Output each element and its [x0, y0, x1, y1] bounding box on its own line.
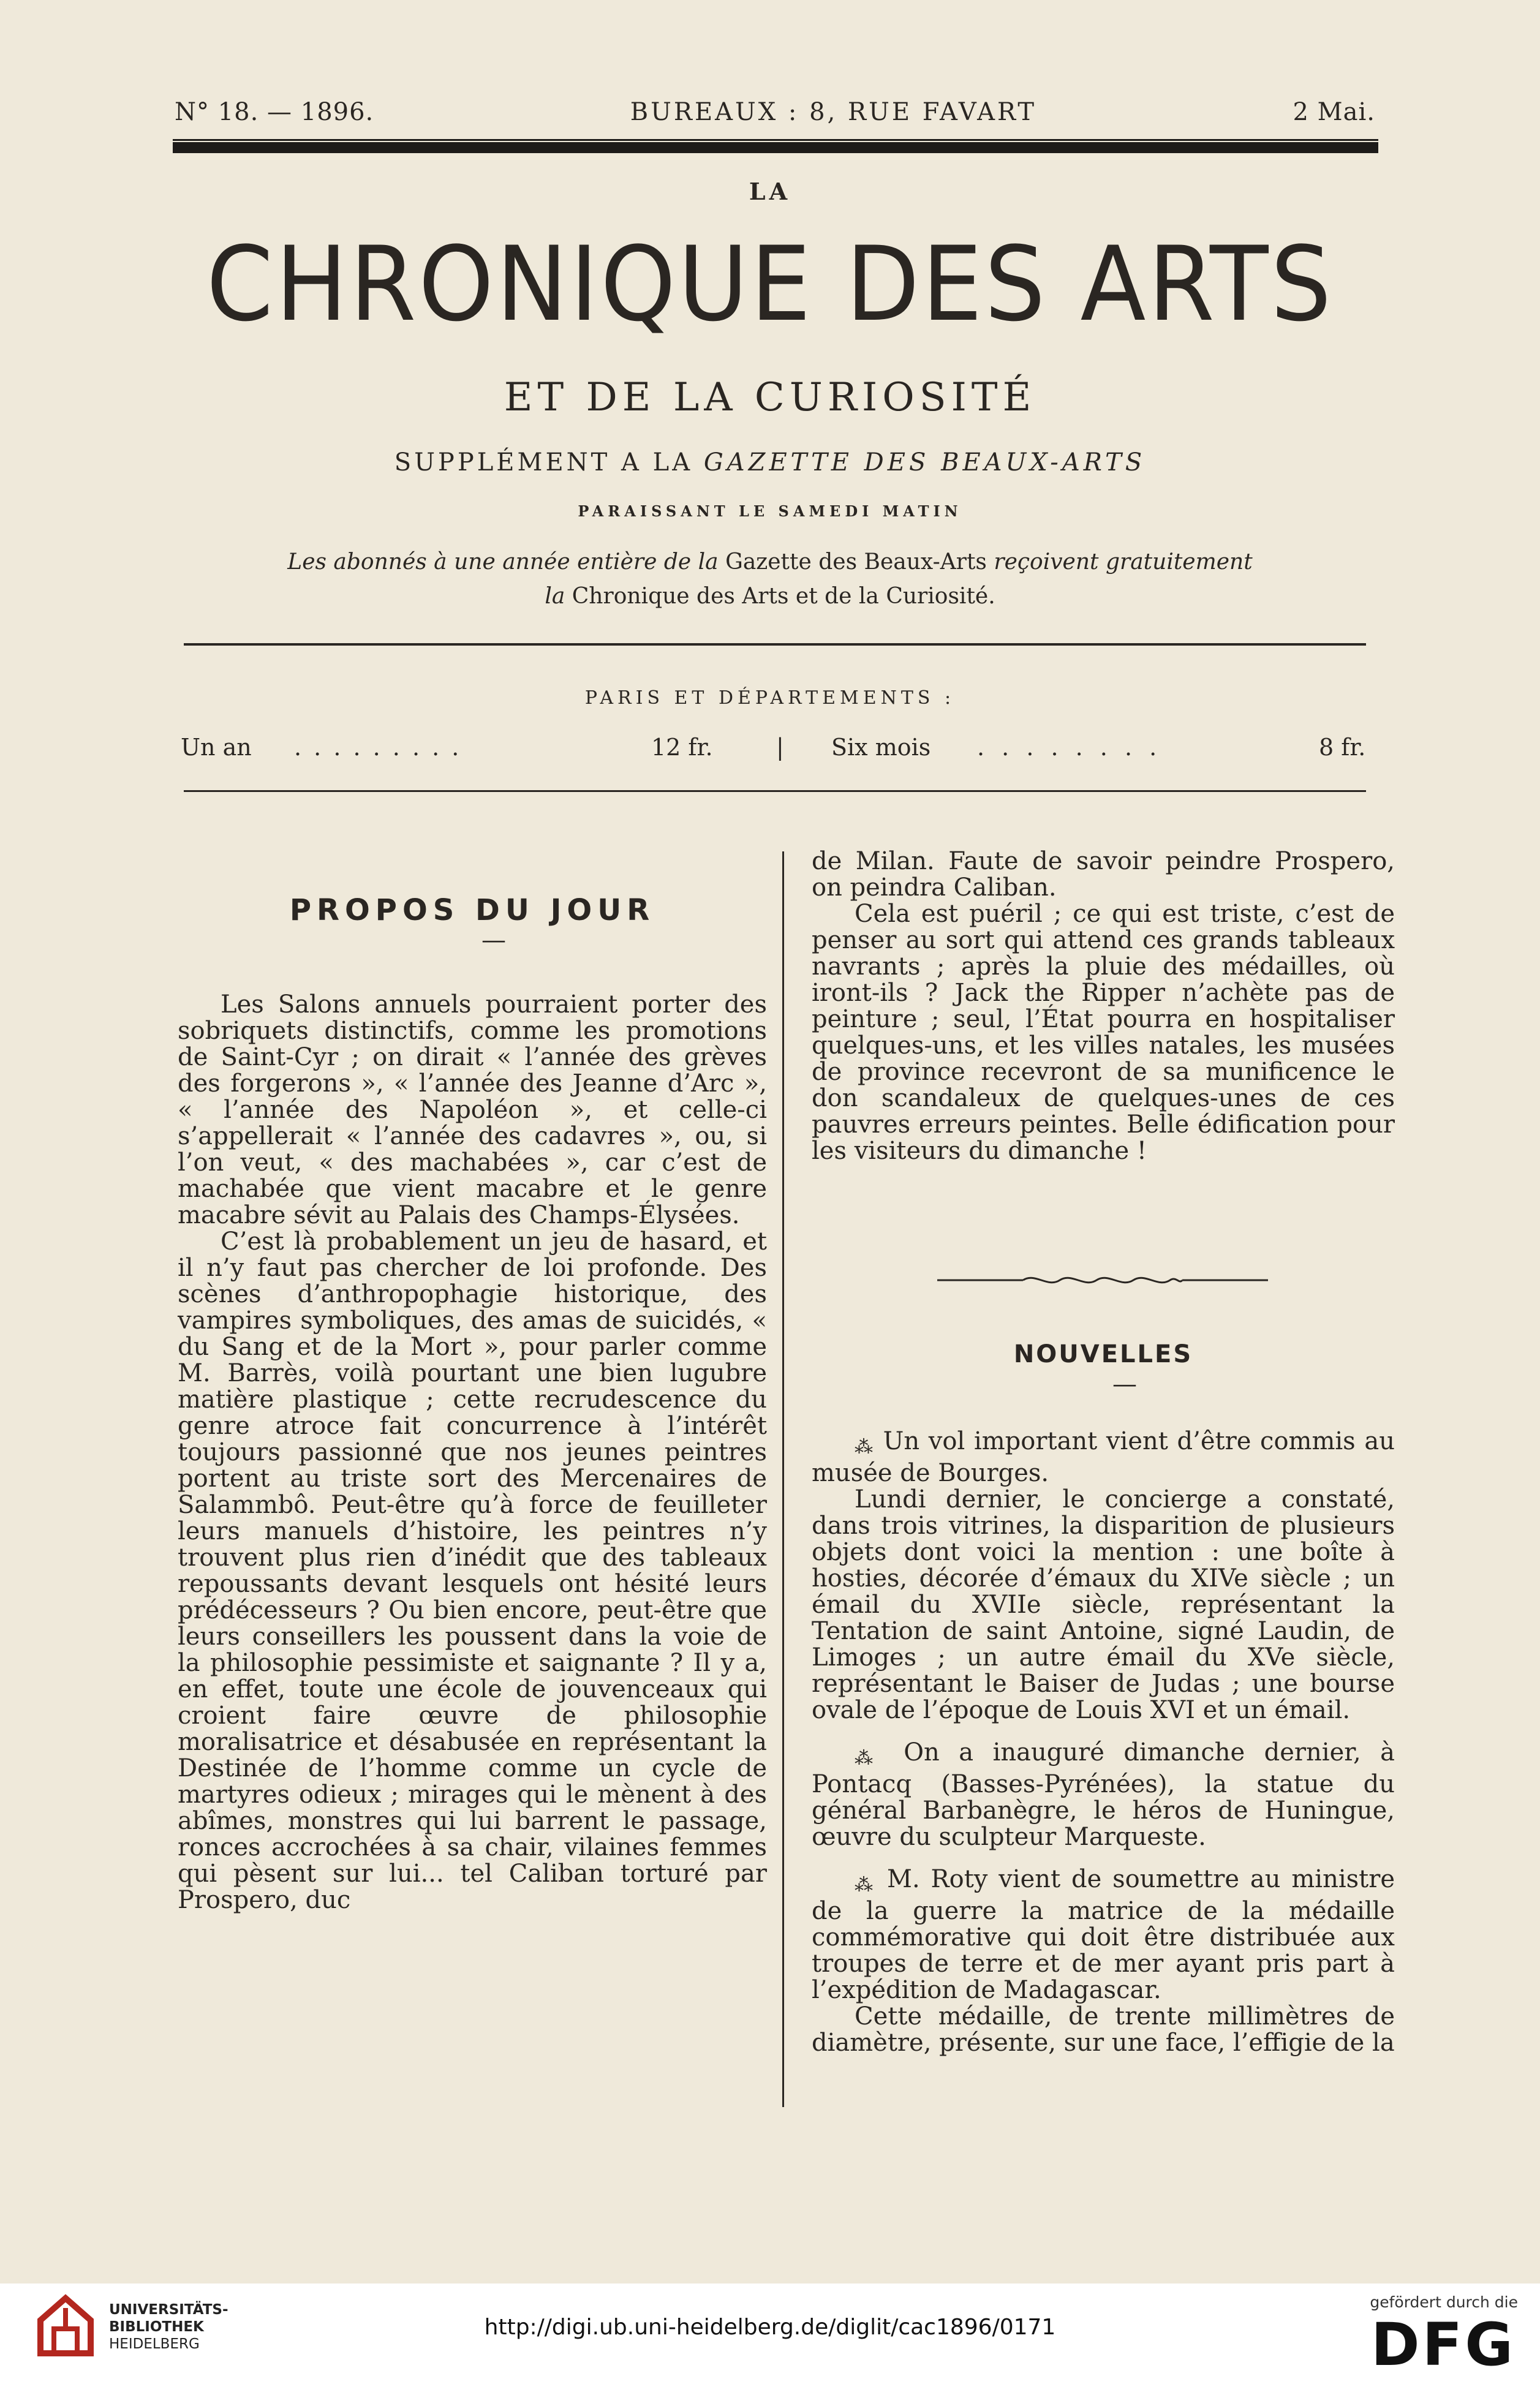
digital-library-url[interactable]: http://digi.ub.uni-heidelberg.de/diglit/cac1896/0171 — [484, 2315, 1056, 2340]
uni-line-3: HEIDELBERG — [109, 2336, 200, 2352]
six-months-price: 8 fr. — [1319, 734, 1366, 761]
continuation-paragraph-1: de Milan. Faute de savoir peindre Prospero, on peindra Caliban. — [812, 847, 1395, 902]
rule-masthead — [184, 643, 1366, 646]
section-title-propos: PROPOS DU JOUR — [289, 893, 655, 927]
header-rule-thick — [173, 142, 1378, 153]
news-item-2: On a inauguré dimanche dernier, à Pontacq (Basses-Pyrénées), la statue du général Barbanègre, le héros de Huningue, œuvre du sculpteur Marqueste. — [812, 1738, 1395, 1851]
issue-date: 2 Mai. — [1293, 98, 1375, 126]
issue-number: N° 18. — 1896. — [175, 98, 374, 126]
supplement-prefix: SUPPLÉMENT A LA — [394, 448, 693, 477]
masthead-article: LA — [749, 178, 791, 205]
section-title-nouvelles: NOUVELLES — [1013, 1340, 1193, 1368]
subscriber-notice — [0, 545, 1540, 614]
header-line — [175, 98, 1375, 126]
masthead-subtitle: ET DE LA CURIOSITÉ — [504, 375, 1036, 420]
year-label: Un an — [181, 734, 252, 761]
six-months-dots: . . . . . . . . — [977, 734, 1162, 761]
supplement-gazette: GAZETTE DES BEAUX-ARTS — [703, 448, 1146, 477]
abonnes-roman-1: Gazette des Beaux-Arts — [725, 549, 987, 575]
header-rule-thin — [173, 139, 1378, 141]
article-paragraph-1: Les Salons annuels pourraient porter des sobriquets distinctifs, comme les promotions de Saint-Cyr ; on dirait « l’année des grèves des forgerons », « l’année des Jeanne d’Arc », « l’année des Napoléon », et celle-ci s’appellerait « l’année des cadavres », ou, si l’on veut, « des machabées », car c’est de machabée que vient macabre et le genre macabre sévit au Palais des Champs-Élysées. — [178, 990, 767, 1229]
abonnes-italic-1: Les abonnés à une année entière de la — [287, 549, 719, 575]
supplement-line — [0, 448, 1540, 477]
six-months-label: Six mois — [831, 734, 931, 761]
abonnes-italic-3: la — [545, 584, 565, 609]
news-item-3-detail: Cette médaille, de trente millimètres de diamètre, présente, sur une face, l’effigie de la — [812, 2002, 1395, 2057]
uni-line-1: UNIVERSITÄTS- — [109, 2302, 228, 2318]
right-column — [812, 848, 1395, 1164]
dfg-funding-label: gefördert durch die — [1370, 2293, 1518, 2311]
column-separator — [782, 851, 784, 2107]
dfg-logo: DFG — [1370, 2310, 1515, 2379]
year-price: 12 fr. — [651, 734, 713, 761]
news-item-3: M. Roty vient de soumettre au ministre de la guerre la matrice de la médaille commémorative qui doit être distribuée aux troupes de terre et de mer ayant pris part à l’expédition de Madagascar. — [812, 1865, 1395, 2004]
section-dash: — — [481, 926, 506, 954]
news-dash: — — [1112, 1370, 1137, 1398]
continuation-paragraph-2: Cela est puéril ; ce qui est triste, c’est de penser au sort qui attend ces grands tableaux navrants ; après la pluie des médailles, où iront-ils ? Jack the Ripper n’achète pas de peinture ; seul, l’État pourra en hospitaliser quelques-uns, et les villes natales, les musées de province recevront de sa munificence le don scandaleux de quelques-unes de ces pauvres erreurs peintes. Belle édification pour les visiteurs du dimanche ! — [812, 900, 1395, 1165]
subscription-region: PARIS ET DÉPARTEMENTS : — [584, 687, 956, 709]
news-column — [812, 1341, 1395, 2056]
abonnes-italic-2: reçoivent gratuitement — [994, 549, 1253, 575]
year-dots: . . . . . . . . . — [294, 734, 462, 761]
publication-schedule: PARAISSANT LE SAMEDI MATIN — [578, 502, 962, 520]
news-item-1: Un vol important vient d’être commis au musée de Bourges. — [812, 1427, 1395, 1487]
news-stars-3: ⁂ — [855, 1874, 877, 1896]
price-separator: | — [776, 734, 784, 761]
article-paragraph-2: C’est là probablement un jeu de hasard, et il n’y faut pas chercher de loi profonde. Des scènes d’anthropophagie historique, des vampires symboliques, des amas de suicidés, « du Sang et de la Mort », pour parler comme M. Barrès, voilà pourtant une bien lugubre matière plastique ; cette recrudescence du genre atroce fait concurrence à l’intérêt toujours passionné que nos jeunes peintres portent au triste sort des Mercenaires de Salammbô. Peut-être qu’à force de feuilleter leurs manuels d’histoire, les peintres n’y trouvent plus rien d’inédit que des tableaux repoussants devant lesquels ont hésité leurs prédécesseurs ? Ou bien encore, peut-être que leurs conseillers les poussent dans la voie de la philosophie pessimiste et saignante ? Il y a, en effet, toute une école de jouvenceaux qui croient faire œuvre de philosophie moralisatrice et désabusée en représentant la Destinée de l’homme comme un cycle de martyres odieux ; mirages qui le mènent à des abîmes, monstres qui lui barrent le passage, ronces accrochées à sa chair, vilaines femmes qui pèsent sur lui... tel Caliban torturé par Prospero, duc — [178, 1227, 767, 1914]
rule-prices — [184, 790, 1366, 792]
masthead-title: CHRONIQUE DES ARTS — [206, 224, 1334, 344]
office-address: BUREAUX : 8, RUE FAVART — [630, 98, 1037, 126]
news-stars-2: ⁂ — [855, 1748, 885, 1769]
ornament-divider — [937, 1271, 1268, 1289]
subscription-prices — [181, 734, 1372, 764]
left-column — [178, 893, 767, 1914]
news-stars-1: ⁂ — [855, 1436, 874, 1458]
news-item-1-detail: Lundi dernier, le concierge a constaté, dans trois vitrines, la disparition de plusieurs objets dont voici la mention : une boîte à hosties, décorée d’émaux du XIVe siècle ; un émail du XVIIe siècle, représentant la Tentation de saint Antoine, signé Laudin, de Limoges ; un autre émail du XVe siècle, représentant le Baiser de Judas ; une bourse ovale de l’époque de Louis XVI et un émail. — [812, 1485, 1395, 1724]
uni-line-2: BIBLIOTHEK — [109, 2319, 204, 2335]
abonnes-roman-2: Chronique des Arts et de la Curiosité. — [572, 584, 995, 609]
